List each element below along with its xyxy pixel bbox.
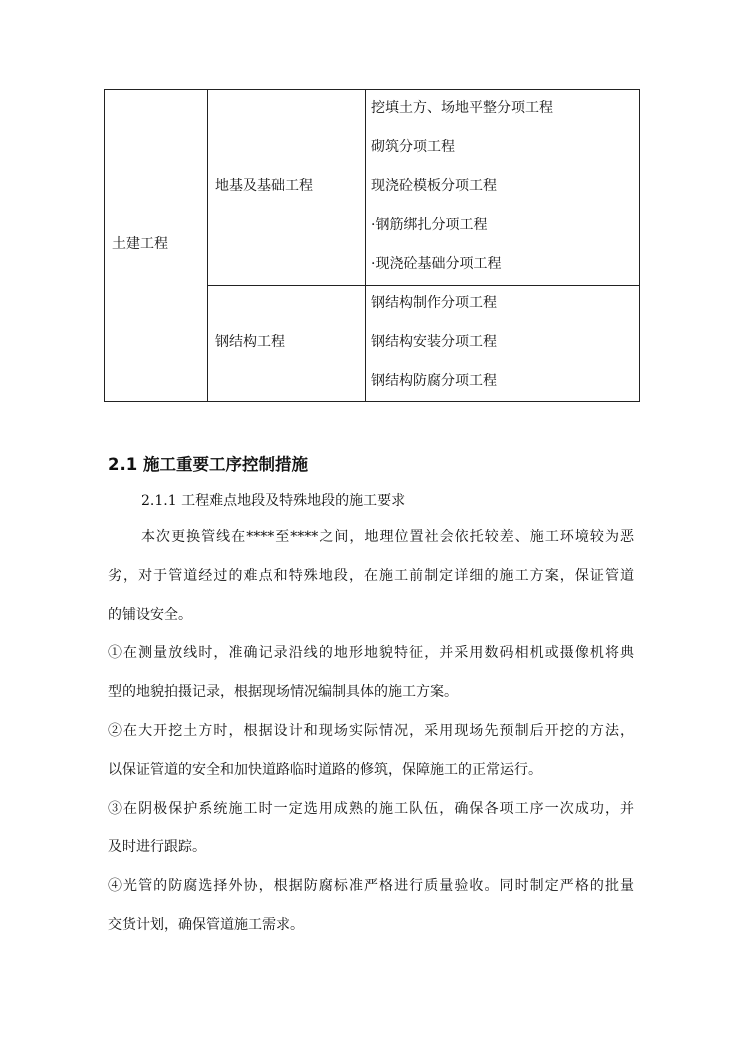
item-cell: 挖填土方、场地平整分项工程 bbox=[371, 100, 553, 116]
paragraph-line: 本次更换管线在****至****之间，地理位置社会依托较差、施工环境较为恶 bbox=[141, 529, 634, 545]
item-cell: ·现浇砼基础分项工程 bbox=[371, 256, 502, 272]
table-divider bbox=[365, 90, 366, 401]
paragraph-line: 以保证管道的安全和加快道路临时道路的修筑，保障施工的正常运行。 bbox=[108, 762, 542, 778]
paragraph-line: 的铺设安全。 bbox=[108, 607, 192, 623]
paragraph-line: 交货计划，确保管道施工需求。 bbox=[108, 917, 304, 933]
table-divider bbox=[207, 90, 208, 401]
item-cell: 现浇砼模板分项工程 bbox=[371, 178, 497, 194]
paragraph-line: 及时进行跟踪。 bbox=[108, 839, 206, 855]
group-cell: 钢结构工程 bbox=[215, 334, 285, 350]
work-breakdown-table bbox=[104, 89, 640, 402]
item-cell: 钢结构制作分项工程 bbox=[371, 295, 497, 311]
paragraph-line: ②在大开挖土方时，根据设计和现场实际情况，采用现场先预制后开挖的方法， bbox=[108, 723, 634, 739]
item-cell: 钢结构防腐分项工程 bbox=[371, 373, 497, 389]
category-cell: 土建工程 bbox=[112, 236, 168, 252]
group-cell: 地基及基础工程 bbox=[215, 178, 313, 194]
item-cell: 钢结构安装分项工程 bbox=[371, 334, 497, 350]
table-divider bbox=[207, 285, 639, 286]
paragraph-line: 型的地貌拍摄记录，根据现场情况编制具体的施工方案。 bbox=[108, 684, 458, 700]
item-cell: ·钢筋绑扎分项工程 bbox=[371, 217, 488, 233]
paragraph-line: ①在测量放线时，准确记录沿线的地形地貌特征，并采用数码相机或摄像机将典 bbox=[108, 645, 634, 661]
item-cell: 砌筑分项工程 bbox=[371, 139, 455, 155]
paragraph-line: ④光管的防腐选择外协，根据防腐标准严格进行质量验收。同时制定严格的批量 bbox=[108, 878, 634, 894]
paragraph-line: 劣，对于管道经过的难点和特殊地段，在施工前制定详细的施工方案，保证管道 bbox=[108, 568, 634, 584]
section-heading: 2.1 施工重要工序控制措施 bbox=[108, 455, 308, 474]
subsection-heading: 2.1.1 工程难点地段及特殊地段的施工要求 bbox=[141, 493, 406, 509]
paragraph-line: ③在阴极保护系统施工时一定选用成熟的施工队伍，确保各项工序一次成功，并 bbox=[108, 801, 634, 817]
